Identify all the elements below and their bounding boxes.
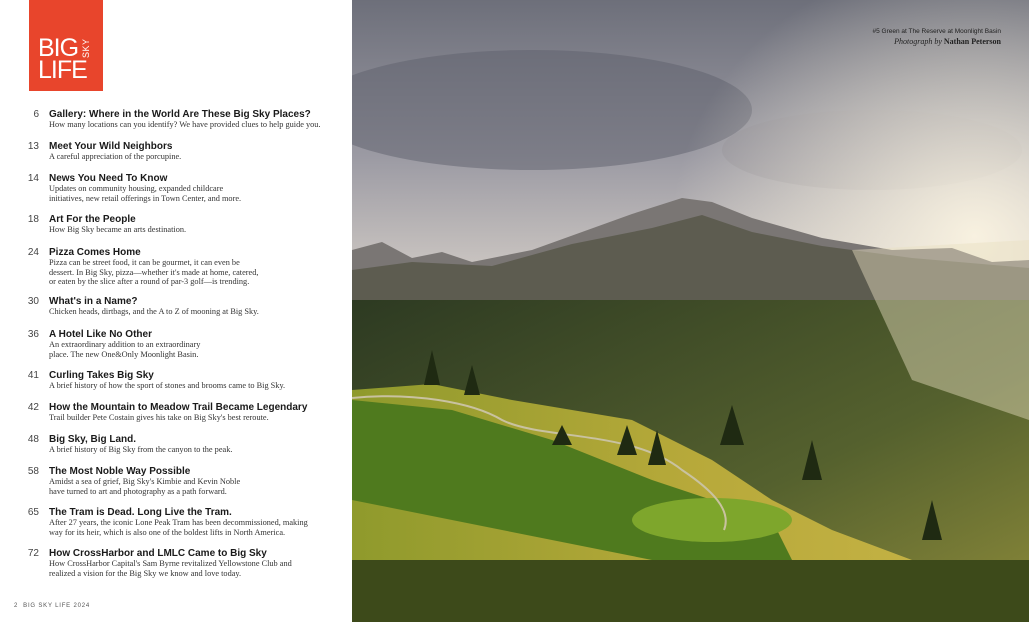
toc-page-number: 24 xyxy=(27,247,39,258)
toc-description: Updates on community housing, expanded childcare initiatives, new retail offerings in Town Center, and more. xyxy=(49,184,242,203)
toc-description: A careful appreciation of the porcupine. xyxy=(49,152,182,161)
photo-credit xyxy=(872,36,1001,48)
logo-big: BIG xyxy=(38,34,79,62)
toc-description: A brief history of how the sport of stones and brooms came to Big Sky. xyxy=(49,381,286,390)
toc-description: How CrossHarbor Capital's Sam Byrne revitalized Yellowstone Club and realized a vision for the Big Sky we know and love today. xyxy=(49,559,292,578)
toc-page-number: 42 xyxy=(27,402,39,413)
cover-photo xyxy=(352,0,1029,622)
toc-title[interactable]: Art For the People xyxy=(49,214,136,225)
big-sky-life-logo xyxy=(29,0,103,91)
toc-page-number: 13 xyxy=(27,141,39,152)
credit-prefix: Photograph by xyxy=(894,37,942,46)
toc-description: How many locations can you identify? We have provided clues to help guide you. xyxy=(49,120,321,129)
photographer-name: Nathan Peterson xyxy=(943,37,1001,46)
toc-description: After 27 years, the iconic Lone Peak Tram has been decommissioned, making way for its heir, which is also one of the boldest lifts in North America. xyxy=(49,518,308,537)
toc-page-number: 36 xyxy=(27,329,39,340)
photo-caption xyxy=(872,27,1001,48)
toc-title[interactable]: A Hotel Like No Other xyxy=(49,329,152,340)
toc-page-number: 30 xyxy=(27,296,39,307)
toc-page-number: 18 xyxy=(27,214,39,225)
toc-title[interactable]: The Tram is Dead. Long Live the Tram. xyxy=(49,507,232,518)
toc-page-number: 48 xyxy=(27,434,39,445)
caption-location: #5 Green at The Reserve at Moonlight Basin xyxy=(872,28,1001,35)
toc-title[interactable]: Curling Takes Big Sky xyxy=(49,370,154,381)
contents-page xyxy=(0,0,352,622)
toc-description: Amidst a sea of grief, Big Sky's Kimbie and Kevin Noble have turned to art and photography as a path forward. xyxy=(49,477,241,496)
logo-sky: SKY xyxy=(81,38,91,58)
toc-page-number: 41 xyxy=(27,370,39,381)
toc-description: Trail builder Pete Costain gives his take on Big Sky's best reroute. xyxy=(49,413,269,422)
toc-page-number: 65 xyxy=(27,507,39,518)
toc-title[interactable]: Gallery: Where in the World Are These Big Sky Places? xyxy=(49,109,311,120)
toc-title[interactable]: Meet Your Wild Neighbors xyxy=(49,141,173,152)
toc-title[interactable]: How CrossHarbor and LMLC Came to Big Sky xyxy=(49,548,267,559)
toc-title[interactable]: What's in a Name? xyxy=(49,296,138,307)
golf-course-landscape-image xyxy=(352,0,1029,622)
logo-life: LIFE xyxy=(38,56,87,84)
toc-page-number: 72 xyxy=(27,548,39,559)
toc-page-number: 14 xyxy=(27,173,39,184)
publication-name: BIG SKY LIFE 2024 xyxy=(23,603,90,609)
toc-page-number: 58 xyxy=(27,466,39,477)
page-footer xyxy=(14,603,95,609)
toc-title[interactable]: The Most Noble Way Possible xyxy=(49,466,191,477)
toc-page-number: 6 xyxy=(33,109,39,120)
toc-title[interactable]: Big Sky, Big Land. xyxy=(49,434,137,445)
toc-description: Chicken heads, dirtbags, and the A to Z of mooning at Big Sky. xyxy=(49,307,259,316)
toc-title[interactable]: How the Mountain to Meadow Trail Became Legendary xyxy=(49,402,308,413)
page-number: 2 xyxy=(14,603,19,609)
toc-description: A brief history of Big Sky from the canyon to the peak. xyxy=(49,445,233,454)
toc-title[interactable]: Pizza Comes Home xyxy=(49,247,141,258)
toc-description: How Big Sky became an arts destination. xyxy=(49,225,187,234)
toc-description: Pizza can be street food, it can be gourmet, it can even be dessert. In Big Sky, pizza—whether it's made at home, catered, or eaten by the slice after a round of par-3 golf—is trending. xyxy=(49,258,259,287)
toc-description: An extraordinary addition to an extraordinary place. The new One&Only Moonlight Basin. xyxy=(49,340,201,359)
toc-title[interactable]: News You Need To Know xyxy=(49,173,168,184)
